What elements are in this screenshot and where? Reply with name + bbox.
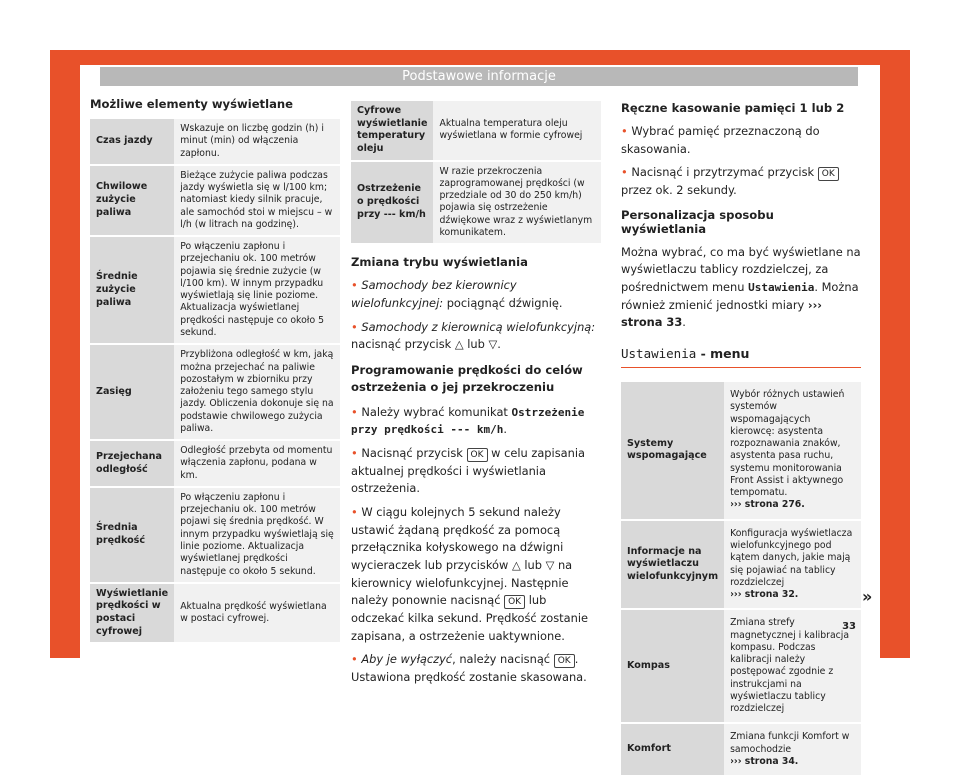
page-reference[interactable]: ››› strona 276. xyxy=(730,499,805,511)
description-text: Konfiguracja wyświetlacza wielofunkcyjnego pod kątem danych, jakie mają się pojawiać na tablicy rozdzielczej xyxy=(730,527,853,588)
continue-marker: » xyxy=(862,587,873,606)
row-label: Informacje na wyświetlaczu wielofunkcyjnym xyxy=(621,520,724,610)
row-description xyxy=(724,609,861,723)
text: . xyxy=(682,315,686,330)
text: Należy wybrać komunikat xyxy=(361,404,512,419)
italic-text: Samochody bez kierownicy wielofunkcyjnej: xyxy=(351,278,517,310)
page-header: Podstawowe informacje xyxy=(100,67,858,86)
description-text: Zmiana funkcji Komfort w samochodzie xyxy=(730,731,850,755)
row-description xyxy=(174,165,340,236)
description-text: Po włączeniu zapłonu i przejechaniu ok. 100 metrów pojawia się średnie zużycie (w l/100 km). W innym przypadku wyświetlają się linie poziome. Aktualizacja wyświetlanej prędkości następuje co około 5 sekund. xyxy=(180,241,324,338)
description-text: Po włączeniu zapłonu i przejechaniu ok. 100 metrów pojawi się średnia prędkość. W innym przypadku wyświetlają się linie poziome. Aktualizacja wyświetlanej prędkości następuje co około 5 sekund. xyxy=(180,491,334,577)
row-description xyxy=(724,382,861,520)
text: . Ustawiona prędkość zostanie skasowana. xyxy=(351,652,587,684)
row-label: Czas jazdy xyxy=(90,119,174,165)
manual-page xyxy=(80,65,880,767)
description-text: Bieżące zużycie paliwa podczas jazdy wyświetla się w l/100 km; natomiast kiedy silnik pracuje, ale samochód stoi w miejscu – w l/h (w litrach na godzinę). xyxy=(180,169,333,230)
row-description xyxy=(174,236,340,344)
column-2 xyxy=(351,101,601,693)
column-1 xyxy=(90,97,340,642)
row-description xyxy=(174,583,340,643)
table-row xyxy=(90,440,340,487)
description-text: Odległość przebyta od momentu włączenia zapłonu, podana w km. xyxy=(180,445,333,481)
table-row xyxy=(351,161,601,244)
description-text: W razie przekroczenia zaprogramowanej prędkości (w przedziale od 30 do 250 km/h) pojawia się ostrzeżenie dźwiękowe wraz z wyświetlanym komunikatem. xyxy=(439,165,593,238)
display-message: Ostrzeżenie przy prędkości --- km/h xyxy=(351,405,585,437)
menu-name: Ustawienia xyxy=(748,281,815,295)
section-heading-pers: Personalizacja sposobu wyświetlania xyxy=(621,207,774,236)
menu-title-suffix: - menu xyxy=(696,346,750,362)
bullet xyxy=(351,504,601,645)
ok-button-symbol: OK xyxy=(467,448,488,462)
table-row xyxy=(90,165,340,236)
settings-menu-table xyxy=(621,382,861,775)
row-description xyxy=(433,101,601,161)
row-label: Przejechana odległość xyxy=(90,440,174,487)
description-text: Aktualna prędkość wyświetlana w postaci cyfrowej. xyxy=(180,600,327,625)
row-label: Cyfrowe wyświetlanie temperatury oleju xyxy=(351,101,433,161)
italic-text: Samochody z kierownicą wielofunkcyjną: xyxy=(361,319,596,334)
bullet xyxy=(621,164,861,199)
row-label: Średnie zużycie paliwa xyxy=(90,236,174,344)
display-elements-table-cont xyxy=(351,101,601,243)
display-elements-table xyxy=(90,119,340,642)
row-description xyxy=(433,161,601,244)
table-row xyxy=(90,487,340,583)
text: pociągnąć dźwignię. xyxy=(443,295,563,310)
page-reference[interactable]: ››› strona 33 xyxy=(621,297,822,330)
text: W ciągu kolejnych 5 sekund należy ustawić żądaną prędkość za pomocą przełącznika kołyskowego na dźwigni wycieraczek lub przycisków △ lub ▽ na kierownicy wielofunkcyjnej. Następnie należy ponownie nacisnąć xyxy=(351,504,573,608)
table-row xyxy=(621,609,861,723)
bullet: • Wybrać pamięć przeznaczoną do skasowania. xyxy=(621,123,861,158)
row-label: Komfort xyxy=(621,723,724,775)
section-heading-mode: Zmiana trybu wyświetlania xyxy=(351,255,528,270)
row-label: Kompas xyxy=(621,609,724,723)
table-row xyxy=(351,101,601,161)
text: Nacisnąć przycisk xyxy=(361,445,467,460)
text: przez ok. 2 sekundy. xyxy=(621,183,737,198)
table-row xyxy=(621,520,861,610)
description-text: Zmiana strefy magnetycznej i kalibracja kompasu. Podczas kalibracji należy postępować zgodnie z instrukcjami na wyświetlaczu tablicy rozdzielczej xyxy=(730,617,850,715)
row-description xyxy=(724,723,861,775)
section-heading: Możliwe elementy wyświetlane xyxy=(90,97,294,111)
table-row xyxy=(90,583,340,643)
table-row xyxy=(621,382,861,520)
bullet xyxy=(351,404,601,439)
page-number: 33 xyxy=(842,621,856,632)
italic-text: Aby je wyłączyć xyxy=(361,652,453,667)
column-3 xyxy=(621,101,861,775)
text: Nacisnąć i przytrzymać przycisk xyxy=(631,165,818,180)
row-label: Ostrzeżenie o prędkości przy --- km/h xyxy=(351,161,433,244)
text: w celu zapisania aktualnej prędkości i wyświetlania ostrzeżenia. xyxy=(351,445,585,496)
table-row xyxy=(90,119,340,165)
description-text: Przybliżona odległość w km, jaką można przejechać na paliwie pozostałym w zbiorniku przy założeniu tego samego stylu jazdy. Obliczenia dokonuje się na podstawie chwilowego zużycia paliwa. xyxy=(180,349,334,434)
table-row xyxy=(90,236,340,344)
row-label: Średnia prędkość xyxy=(90,487,174,583)
text: nacisnąć przycisk △ lub ▽. xyxy=(351,337,501,352)
section-heading-reset: Ręczne kasowanie pamięci 1 lub 2 xyxy=(621,101,845,115)
text: Można wybrać, co ma być wyświetlane na wyświetlaczu tablicy rozdzielczej, za pośrednictwem menu xyxy=(621,244,861,295)
row-label: Systemy wspomagające xyxy=(621,382,724,520)
ok-button-symbol: OK xyxy=(818,167,839,181)
row-description xyxy=(724,520,861,610)
description-text: Aktualna temperatura oleju wyświetlana w formie cyfrowej xyxy=(439,118,583,142)
section-heading-prog: Programowanie prędkości do celów ostrzeżenia o jej przekroczeniu xyxy=(351,362,583,394)
row-description xyxy=(174,344,340,440)
row-description xyxy=(174,119,340,165)
text: lub odczekać kilka sekund. Prędkość zostanie zapisana, a ostrzeżenie uaktywnione. xyxy=(351,593,589,643)
ok-button-symbol: OK xyxy=(554,654,575,668)
table-row xyxy=(90,344,340,440)
page-reference[interactable]: ››› strona 32. xyxy=(730,589,799,601)
bullet xyxy=(351,277,601,312)
description-text: Wybór różnych ustawień systemów wspomagających kierowcę: asystenta rozpoznawania znaków, asystenta pasa ruchu, systemu monitorowania Front Assist i aktywnego tempomatu. xyxy=(730,389,845,499)
paragraph xyxy=(621,244,861,332)
text: , należy nacisnąć xyxy=(452,652,554,667)
table-row xyxy=(621,723,861,775)
row-description xyxy=(174,440,340,487)
row-description xyxy=(174,487,340,583)
bullet xyxy=(351,651,601,686)
bullet xyxy=(351,445,601,498)
row-label: Chwilowe zużycie paliwa xyxy=(90,165,174,236)
page-reference[interactable]: ››› strona 34. xyxy=(730,755,799,767)
menu-table-title xyxy=(621,346,861,368)
ok-button-symbol: OK xyxy=(504,595,525,609)
row-label: Zasięg xyxy=(90,344,174,440)
text: . xyxy=(503,422,507,437)
text: . Można również zmienić jednostki miary xyxy=(621,280,859,312)
description-text: Wskazuje on liczbę godzin (h) i minut (min) od włączenia zapłonu. xyxy=(180,123,324,159)
menu-name: Ustawienia xyxy=(621,346,697,362)
row-label: Wyświetlanie prędkości w postaci cyfrowej xyxy=(90,583,174,643)
bullet xyxy=(351,319,601,354)
